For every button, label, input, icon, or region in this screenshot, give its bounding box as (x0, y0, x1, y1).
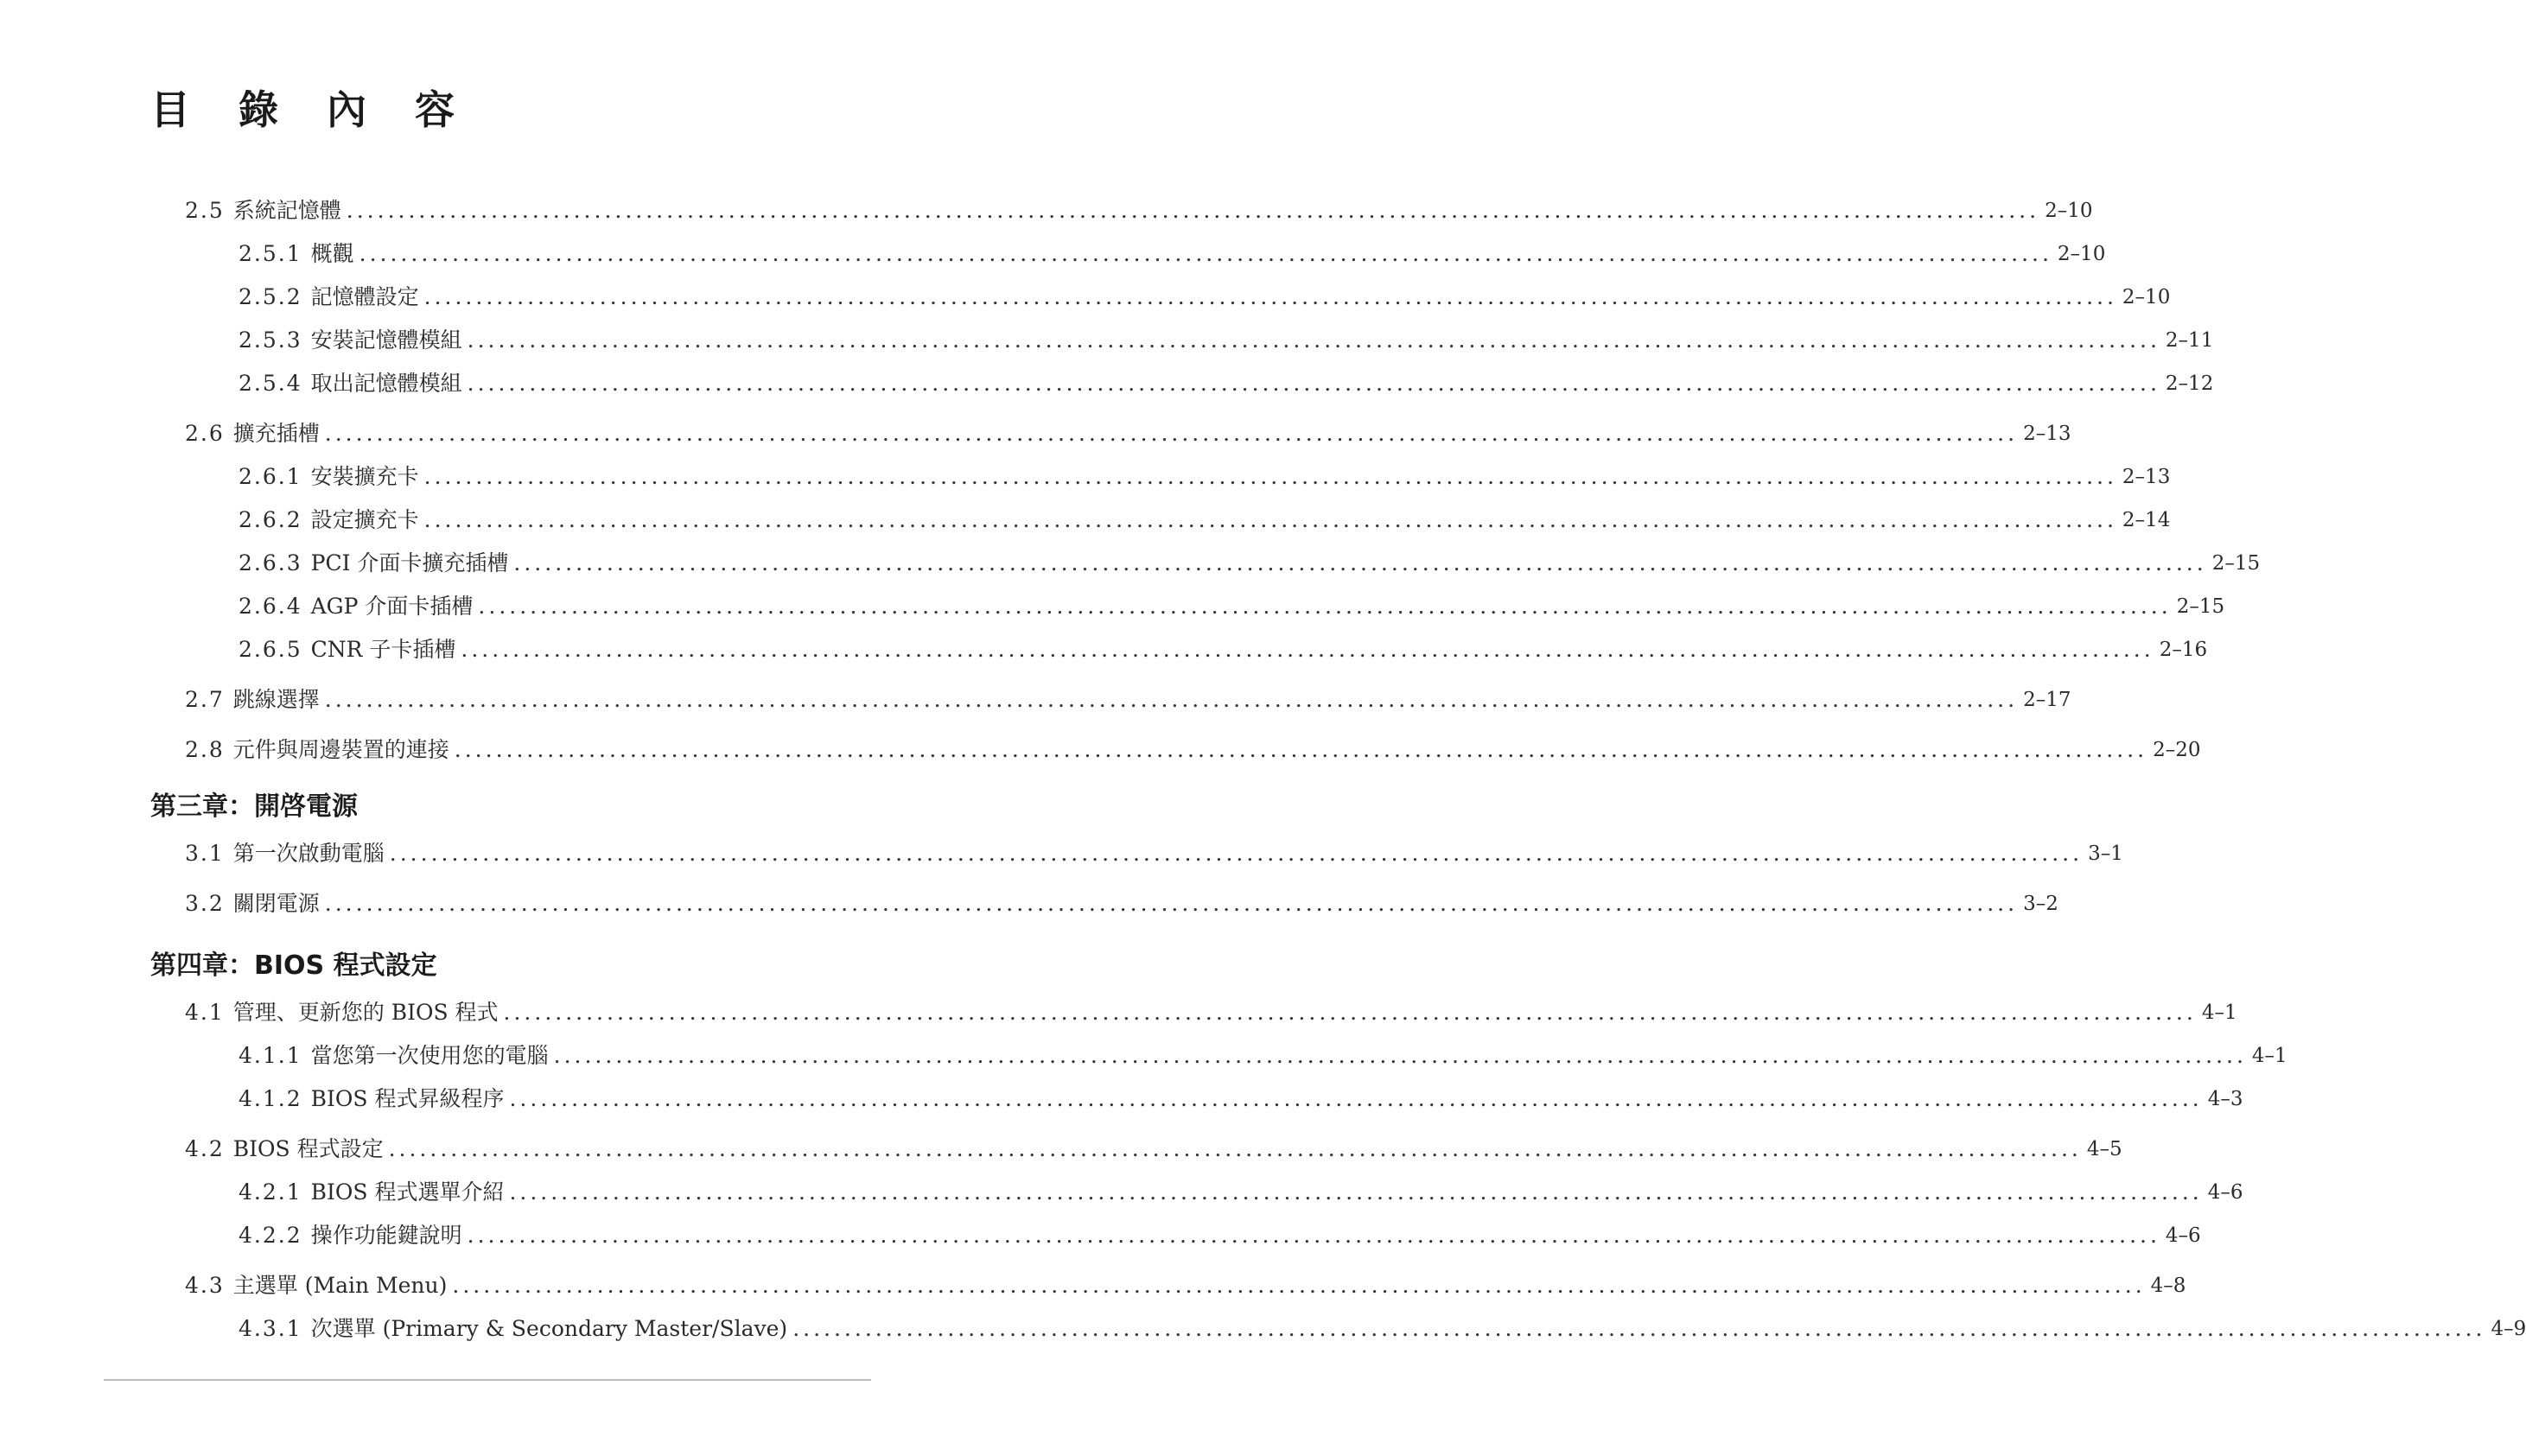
toc-number: 4.2 (185, 1136, 225, 1161)
toc-leader-dots: .................................................................................................................................................................... (423, 507, 2117, 532)
toc-leader-dots: .................................................................................................................................................................... (324, 421, 2019, 446)
toc-number: 2.6.1 (239, 464, 302, 489)
toc-leader-dots: .................................................................................................................................................................... (388, 1136, 2082, 1161)
toc-number: 4.3.1 (239, 1316, 302, 1341)
chapter-heading-4: 第四章：BIOS 程式設定 (150, 951, 437, 981)
toc-page-number: 4–8 (2150, 1275, 2186, 1297)
toc-leader-dots: .................................................................................................................................................................... (792, 1316, 2486, 1341)
toc-number: 4.3 (185, 1273, 225, 1298)
toc-leader-dots: .................................................................................................................................................................... (467, 1223, 2160, 1248)
toc-leader-dots: .................................................................................................................................................................... (509, 1086, 2203, 1111)
toc-page-number: 4–5 (2086, 1138, 2122, 1160)
toc-number: 3.2 (185, 891, 225, 916)
toc-title: 安裝記憶體模組 (310, 327, 462, 353)
toc-title: 主選單 (Main Menu) (232, 1273, 448, 1298)
toc-number: 2.6.3 (239, 550, 302, 575)
toc-page-number: 4–9 (2491, 1318, 2526, 1340)
toc-entry-4-3[interactable] (185, 1267, 2186, 1298)
toc-title: 管理、更新您的 BIOS 程式 (232, 1000, 499, 1025)
toc-entry-2-8[interactable] (185, 731, 2201, 762)
toc-page-number: 2–20 (2153, 739, 2201, 761)
toc-number: 4.1.1 (239, 1043, 302, 1068)
toc-title: 元件與周邊裝置的連接 (232, 737, 449, 762)
toc-entry-4-3-1[interactable] (239, 1310, 2526, 1341)
toc-leader-dots: .................................................................................................................................................................... (389, 841, 2084, 866)
toc-number: 4.1.2 (239, 1086, 302, 1111)
toc-page-number: 4–6 (2165, 1224, 2201, 1247)
toc-number: 2.5.4 (239, 371, 302, 396)
toc-page-number: 2–10 (2122, 286, 2171, 308)
toc-page-number: 2–14 (2122, 509, 2171, 531)
toc-title: 系統記憶體 (232, 198, 341, 223)
toc-entry-2-6-3[interactable] (239, 544, 2261, 575)
toc-entry-3-2[interactable] (185, 885, 2058, 916)
toc-title: PCI 介面卡擴充插槽 (310, 550, 509, 575)
toc-page-number: 4–1 (2201, 1001, 2237, 1024)
toc-entry-2-5-2[interactable] (239, 278, 2171, 309)
toc-title: 次選單 (Primary & Secondary Master/Slave) (310, 1316, 788, 1341)
toc-page-number: 3–1 (2088, 842, 2123, 865)
toc-page-number: 2–12 (2165, 372, 2214, 395)
page-title: 目 錄 內 容 (150, 86, 473, 133)
toc-page-number: 2–16 (2159, 639, 2208, 661)
toc-number: 3.1 (185, 841, 225, 866)
toc-entry-4-2[interactable] (185, 1130, 2122, 1161)
toc-leader-dots: .................................................................................................................................................................... (423, 284, 2117, 309)
toc-page-number: 2–11 (2165, 329, 2214, 352)
toc-title: 擴充插槽 (232, 421, 320, 446)
toc-number: 2.8 (185, 737, 225, 762)
chapter-heading-3: 第三章：開啓電源 (150, 792, 358, 822)
toc-title: 當您第一次使用您的電腦 (310, 1043, 549, 1068)
toc-title: BIOS 程式選單介紹 (310, 1179, 505, 1205)
toc-entry-2-7[interactable] (185, 681, 2071, 712)
toc-leader-dots: .................................................................................................................................................................... (513, 550, 2207, 575)
toc-page-number: 2–15 (2211, 552, 2261, 575)
toc-page-number: 4–3 (2207, 1088, 2243, 1110)
toc-page-number: 2–13 (2023, 423, 2071, 445)
toc-title: BIOS 程式設定 (232, 1136, 384, 1161)
toc-number: 4.1 (185, 1000, 225, 1025)
toc-number: 2.7 (185, 687, 225, 712)
toc-title: 取出記憶體模組 (310, 371, 462, 396)
toc-leader-dots: .................................................................................................................................................................... (503, 1000, 2197, 1025)
toc-entry-2-5-3[interactable] (239, 321, 2214, 353)
toc-number: 2.6.4 (239, 594, 302, 619)
toc-entry-2-6-4[interactable] (239, 588, 2225, 619)
toc-leader-dots: .................................................................................................................................................................... (454, 737, 2148, 762)
toc-leader-dots: .................................................................................................................................................................... (467, 371, 2160, 396)
toc-page-number: 2–13 (2122, 466, 2171, 488)
toc-number: 2.6.5 (239, 637, 302, 662)
toc-number: 4.2.2 (239, 1223, 302, 1248)
footer-divider (104, 1379, 871, 1381)
toc-entry-2-6-1[interactable] (239, 458, 2171, 489)
toc-number: 2.5.2 (239, 284, 302, 309)
toc-title: 操作功能鍵說明 (310, 1223, 462, 1248)
toc-number: 2.5 (185, 198, 225, 223)
toc-leader-dots: .................................................................................................................................................................... (324, 687, 2019, 712)
toc-leader-dots: .................................................................................................................................................................... (359, 241, 2052, 266)
toc-title: 設定擴充卡 (310, 507, 419, 532)
toc-number: 2.5.3 (239, 327, 302, 353)
toc-page-number: 2–10 (2045, 200, 2093, 222)
toc-entry-2-5-1[interactable] (239, 235, 2106, 266)
toc-entry-2-5[interactable] (185, 192, 2093, 223)
toc-entry-4-1-2[interactable] (239, 1080, 2243, 1111)
toc-entry-4-2-2[interactable] (239, 1217, 2201, 1248)
toc-page-number: 4–1 (2251, 1045, 2287, 1067)
toc-leader-dots: .................................................................................................................................................................... (324, 891, 2019, 916)
toc-leader-dots: .................................................................................................................................................................... (478, 594, 2172, 619)
toc-leader-dots: .................................................................................................................................................................... (509, 1179, 2203, 1205)
toc-entry-4-2-1[interactable] (239, 1173, 2243, 1205)
toc-number: 2.5.1 (239, 241, 302, 266)
toc-title: 安裝擴充卡 (310, 464, 419, 489)
toc-title: BIOS 程式昇級程序 (310, 1086, 505, 1111)
toc-leader-dots: .................................................................................................................................................................... (423, 464, 2117, 489)
toc-leader-dots: .................................................................................................................................................................... (452, 1273, 2146, 1298)
toc-entry-2-6-5[interactable] (239, 631, 2208, 662)
toc-title: 第一次啟動電腦 (232, 841, 385, 866)
toc-entry-4-1-1[interactable] (239, 1037, 2287, 1068)
toc-entry-3-1[interactable] (185, 835, 2123, 866)
toc-entry-2-6-2[interactable] (239, 501, 2171, 532)
toc-page-number: 2–10 (2057, 243, 2106, 265)
toc-page-number: 2–15 (2176, 595, 2225, 618)
toc-page-number: 2–17 (2023, 689, 2071, 711)
toc-number: 2.6 (185, 421, 225, 446)
toc-title: 跳線選擇 (232, 687, 320, 712)
toc-title: CNR 子卡插槽 (310, 637, 456, 662)
toc-page-number: 4–6 (2207, 1181, 2243, 1204)
toc-leader-dots: .................................................................................................................................................................... (553, 1043, 2247, 1068)
toc-entry-2-6[interactable] (185, 415, 2071, 446)
toc-entry-2-5-4[interactable] (239, 365, 2214, 396)
toc-leader-dots: .................................................................................................................................................................... (461, 637, 2154, 662)
toc-entry-4-1[interactable] (185, 994, 2237, 1025)
toc-title: 記憶體設定 (310, 284, 419, 309)
toc-title: 關閉電源 (232, 891, 320, 916)
toc-leader-dots: .................................................................................................................................................................... (346, 198, 2040, 223)
toc-number: 4.2.1 (239, 1179, 302, 1205)
toc-title: AGP 介面卡插槽 (310, 594, 474, 619)
toc-number: 2.6.2 (239, 507, 302, 532)
toc-page-number: 3–2 (2023, 893, 2058, 915)
toc-leader-dots: .................................................................................................................................................................... (467, 327, 2160, 353)
toc-title: 概觀 (310, 241, 354, 266)
